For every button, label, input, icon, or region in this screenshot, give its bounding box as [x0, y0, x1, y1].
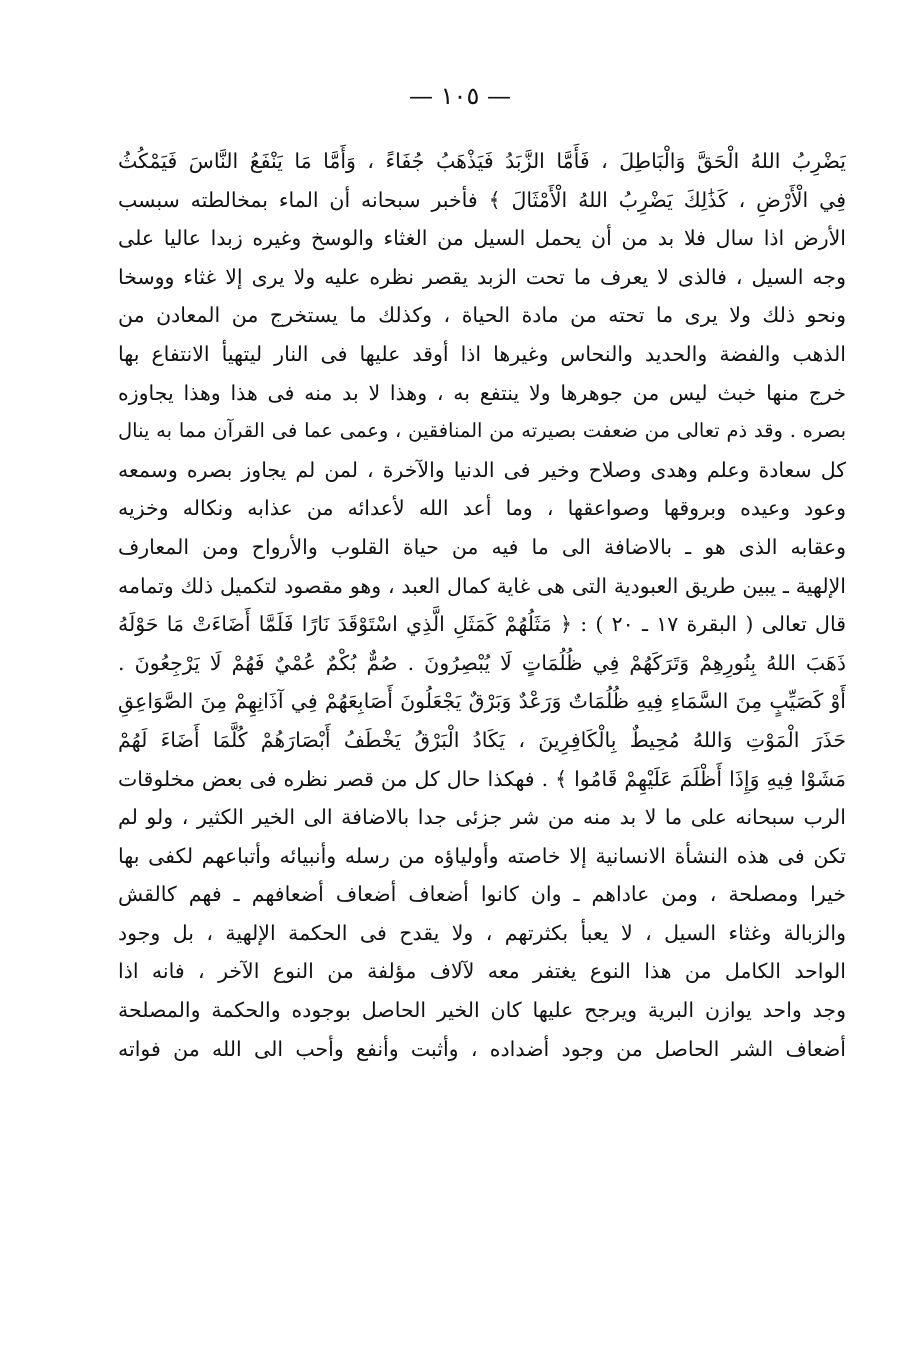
text-line: الرب سبحانه على ما لا بد منه من شر جزئى جدا بالاضافة الى الخير الكثير ، ولو لم	[118, 805, 846, 830]
text-line: الذهب والفضة والحديد والنحاس وغيرها اذا أوقد عليها فى النار ليتهيأ الانتفاع بها	[118, 341, 846, 366]
text-line: وجد واحد يوازن البرية ويرجح عليها كان الخير الحاصل بوجوده والحكمة والمصلحة	[118, 998, 846, 1023]
body-text	[118, 142, 846, 1068]
text-line: مَشَوْا فِيهِ وَإِذَا أَظْلَمَ عَلَيْهِمْ قَامُوا ﴾ . فهكذا حال كل من قصر نظره فى بعض مخلوقات	[118, 766, 846, 791]
page-number: — ١٠٥ —	[409, 82, 511, 110]
text-line: الإلهية ـ يبين طريق العبودية التى هى غاية كمال العبد ، وهو مقصود لتكميل ذلك وتمامه	[118, 573, 846, 598]
text-line: الواحد الكامل من هذا النوع يغتفر معه لآلاف مؤلفة من النوع الآخر ، فانه اذا	[118, 959, 846, 984]
text-line: وعقابه الذى هو ـ بالاضافة الى ما فيه من حياة القلوب والأرواح ومن المعارف	[118, 534, 846, 559]
text-line: ذَهَبَ اللهُ بِنُورِهِمْ وَتَرَكَهُمْ فِي ظُلُمَاتٍ لَا يُبْصِرُونَ . صُمٌّ بُكْمٌ عُمْيٌ فَهُمْ لَا يَرْجِعُونَ .	[118, 650, 846, 675]
text-line: أَوْ كَصَيِّبٍ مِنَ السَّمَاءِ فِيهِ ظُلُمَاتٌ وَرَعْدٌ وَبَرْقٌ يَجْعَلُونَ أَصَابِعَهُمْ فِي آذَانِهِمْ مِنَ الصَّوَاعِقِ	[118, 689, 846, 714]
text-line: خيرا ومصلحة ، ومن عاداهم ـ وان كانوا أضعاف أضعاف أضعافهم ـ فهم كالقش	[118, 882, 846, 907]
text-line: كل سعادة وعلم وهدى وصلاح وخير فى الدنيا والآخرة ، لمن لم يجاوز بصره وسمعه	[118, 457, 846, 482]
text-line: بصره . وقد ذم تعالى من ضعفت بصيرته من المنافقين ، وعمى عما فى القرآن مما به ينال	[118, 419, 846, 443]
text-line: حَذَرَ الْمَوْتِ وَاللهُ مُحِيطٌ بِالْكَافِرِينَ ، يَكَادُ الْبَرْقُ يَخْطَفُ أَبْصَارَهُمْ كُلَّمَا أَضَاءَ لَهُمْ	[118, 727, 846, 752]
text-line: والزبالة وغثاء السيل ، لا يعبأ بكثرتهم ، ولا يقدح فى الحكمة الإلهية ، بل وجود	[118, 920, 846, 945]
text-line: الأرض اذا سال فلا بد من أن يحمل السيل من الغثاء والوسخ وغيره زبدا عاليا على	[118, 226, 846, 251]
text-line: أضعاف الشر الحاصل من وجود أضداده ، وأثبت وأنفع وأحب الى الله من فواته	[118, 1036, 846, 1061]
text-line: وعود وعيده وبروقها وصواعقها ، وما أعد الله لأعدائه من عذابه ونكاله وخزيه	[118, 496, 846, 521]
text-line: ونحو ذلك ولا يرى ما تحته من مادة الحياة ، وكذلك ما يستخرج من المعادن من	[118, 303, 846, 328]
text-line: قال تعالى ( البقرة ١٧ ـ ٢٠ ) : ﴿ مَثَلُهُمْ كَمَثَلِ الَّذِي اسْتَوْقَدَ نَارًا فَلَمَّا أَضَاءَتْ مَا حَوْلَهُ	[118, 612, 846, 637]
text-line: وجه السيل ، فالذى لا يعرف ما تحت الزبد يقصر نظره عليه ولا يرى إلا غثاء ووسخا	[118, 264, 846, 289]
text-line: خرج منها خبث ليس من جوهرها ولا ينتفع به ، وهذا لا بد منه فى هذا وهذا يجاوزه	[118, 380, 846, 405]
text-line: يَضْرِبُ اللهُ الْحَقَّ وَالْبَاطِلَ ، فَأَمَّا الزَّبَدُ فَيَذْهَبُ جُفَاءً ، وَأَمَّا مَا يَنْفَعُ النَّاسَ فَيَمْكُثُ	[118, 149, 846, 173]
text-line: تكن فى هذه النشأة الانسانية إلا خاصته وأولياؤه من رسله وأنبيائه وأتباعهم لكفى بها	[118, 843, 846, 868]
text-line: فِي الْأَرْضِ ، كَذَٰلِكَ يَضْرِبُ اللهُ الْأَمْثَالَ ﴾ فأخبر سبحانه أن الماء بمخالطته سبسب	[118, 187, 846, 212]
